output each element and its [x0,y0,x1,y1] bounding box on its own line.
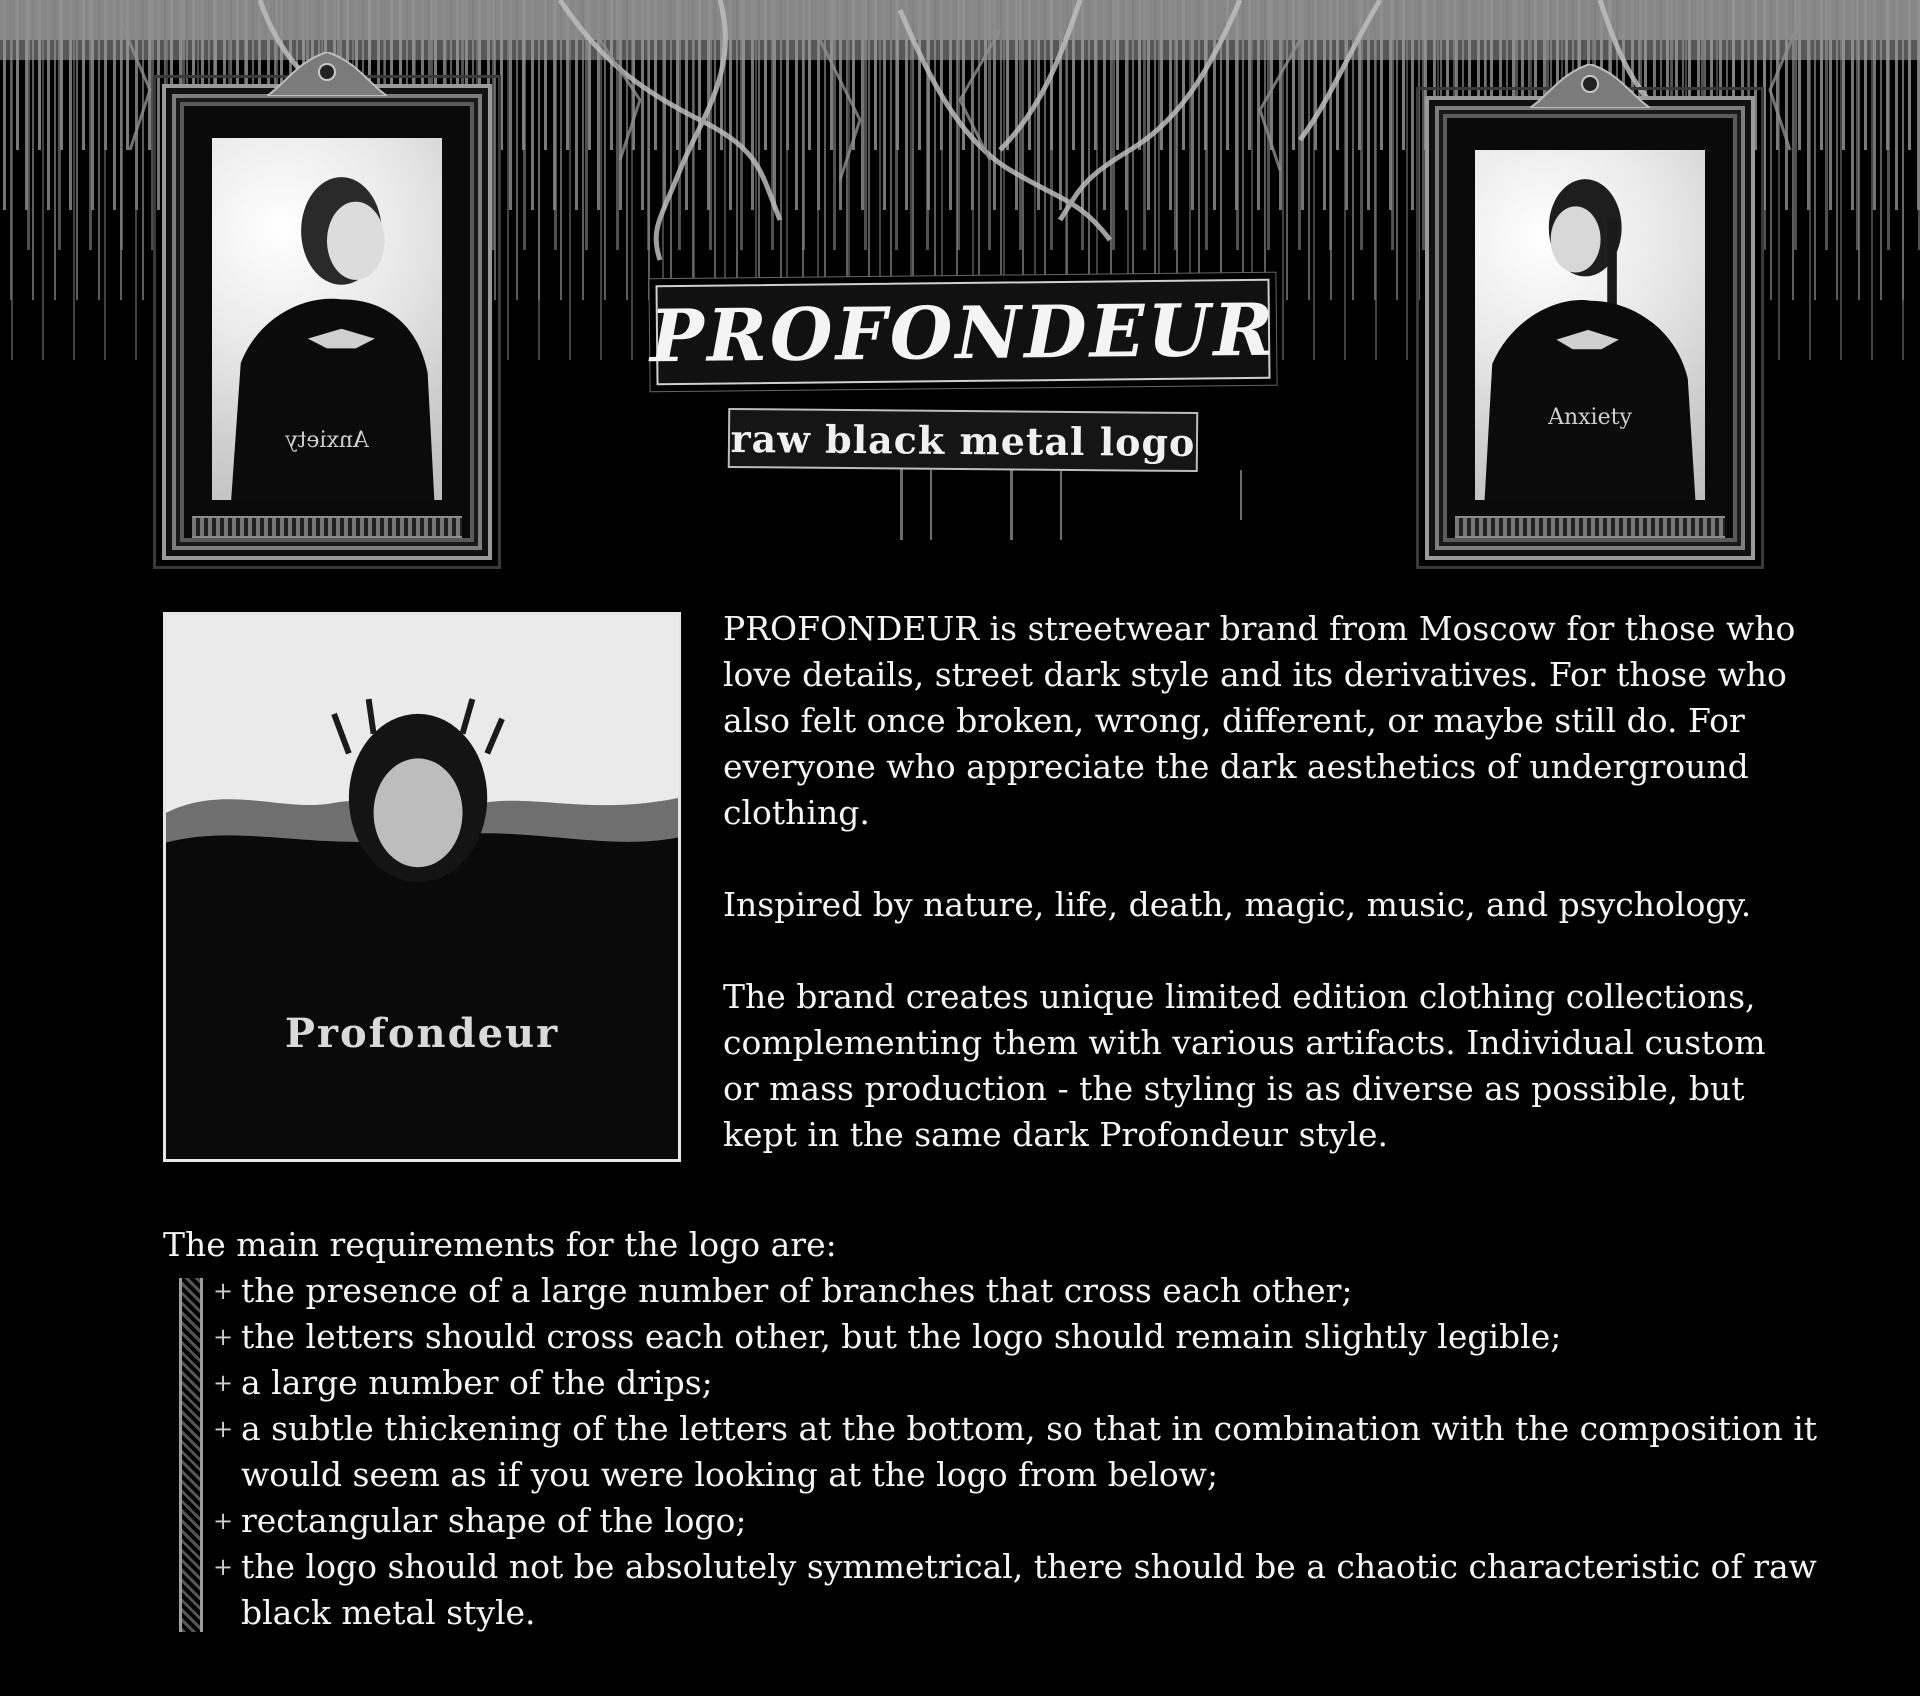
requirement-item [213,1268,1823,1314]
requirement-text: the letters should cross each other, but the logo should remain slightly legible; [241,1317,1562,1356]
bullet-icon: + [213,1553,234,1581]
requirement-text: rectangular shape of the logo; [241,1501,747,1540]
title-plate [649,279,1277,385]
requirement-item [213,1544,1823,1636]
bullet-icon: + [213,1507,234,1535]
requirement-text: the logo should not be absolutely symmetrical, there should be a chaotic characteristic of raw black metal style. [241,1547,1817,1632]
portrait-frame-left [162,84,492,560]
bullet-icon: + [213,1415,234,1443]
portrait-shirt-text-left: Anxiety [285,428,369,453]
requirements-decorative-bar [179,1278,203,1632]
portrait-photo-left [212,138,442,500]
shirt-print-text: Profondeur [284,1010,560,1057]
frame-base-ornament [192,516,462,538]
requirement-item [213,1498,1823,1544]
portrait-photo-right [1475,150,1705,500]
requirements-list-wrap [163,1268,1823,1636]
requirement-text: a large number of the drips; [241,1363,713,1402]
requirements-title: The main requirements for the logo are: [163,1225,837,1264]
subtitle-plate [728,408,1199,472]
requirement-text: the presence of a large number of branches that cross each other; [241,1271,1353,1310]
requirement-item [213,1406,1823,1498]
shirt-photo [163,612,681,1162]
bullet-icon: + [213,1323,234,1351]
portrait-frame-right [1425,96,1755,560]
brand-description [723,606,1803,1158]
requirements-list [213,1268,1823,1636]
description-paragraph-2: Inspired by nature, life, death, magic, music, and psychology. [723,885,1752,924]
bullet-icon: + [213,1369,234,1397]
requirement-item [213,1360,1823,1406]
requirement-item [213,1314,1823,1360]
description-paragraph-3: The brand creates unique limited edition clothing collections, complementing them with various artifacts. Individual custom or mass production - the styling is as diverse as possible, but kept in the same dark Profondeur style. [723,977,1766,1154]
page-subtitle: raw black metal logo [730,415,1196,465]
portrait-shirt-text-right: Anxiety [1548,405,1632,430]
frame-crest-ornament [1530,64,1650,108]
bullet-icon: + [213,1277,234,1305]
requirement-text: a subtle thickening of the letters at the bottom, so that in combination with the composition it would seem as if you were looking at the logo from below; [241,1409,1818,1494]
frame-base-ornament [1455,516,1725,538]
description-paragraph-1: PROFONDEUR is streetwear brand from Moscow for those who love details, street dark style and its derivatives. For those who also felt once broken, wrong, different, or maybe still do. For everyone who appreciate the dark aesthetics of underground clothing. [723,609,1796,832]
frame-crest-ornament [267,52,387,96]
logo-requirements [163,1222,1823,1636]
page-title: PROFONDEUR [649,286,1277,378]
